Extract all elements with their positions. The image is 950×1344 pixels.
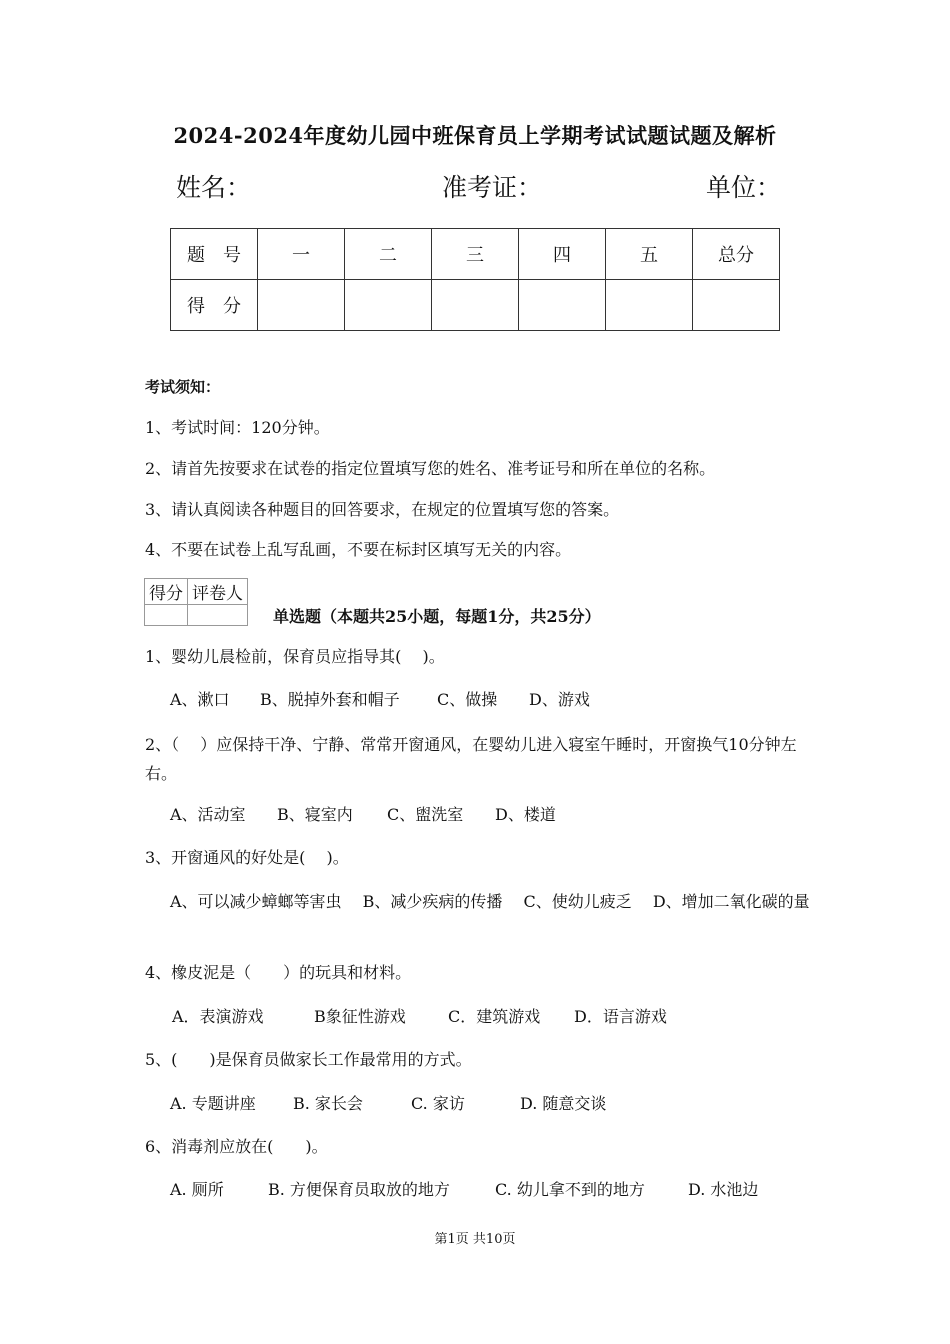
- question-2-options: [170, 801, 556, 829]
- score-table-cell: 一: [258, 229, 345, 280]
- score-table-cell: 题 号: [171, 229, 258, 280]
- grader-box: [144, 578, 248, 626]
- question-5-options: [170, 1090, 606, 1118]
- option[interactable]: C．建筑游戏: [448, 1007, 541, 1026]
- option[interactable]: B象征性游戏: [314, 1007, 406, 1026]
- score-input-cell[interactable]: [693, 280, 780, 331]
- exam-number-label: 准考证：: [442, 173, 543, 202]
- option[interactable]: B、寝室内: [277, 805, 353, 824]
- option[interactable]: B. 家长会: [293, 1094, 363, 1113]
- question-4-options: [172, 1003, 667, 1031]
- page-number: 第1页 共10页: [434, 1232, 516, 1247]
- notice-item: 3、请认真阅读各种题目的回答要求，在规定的位置填写您的答案。: [145, 500, 620, 519]
- score-table-cell: 三: [432, 229, 519, 280]
- score-input-cell[interactable]: [432, 280, 519, 331]
- question-2: 2、（ ）应保持干净、宁静、常常开窗通风，在婴幼儿进入寝室午睡时，开窗换气10分钟左右。: [145, 735, 797, 783]
- score-input-cell[interactable]: [606, 280, 693, 331]
- option[interactable]: A、活动室: [170, 805, 246, 824]
- score-row-label: 得 分: [171, 280, 258, 331]
- option[interactable]: A. 厕所: [170, 1180, 224, 1199]
- score-table-header-row: [171, 229, 780, 280]
- option[interactable]: C、做操: [437, 690, 498, 709]
- score-table-cell: 五: [606, 229, 693, 280]
- question-1-options: [170, 686, 590, 714]
- grader-score-label: 得分: [145, 579, 188, 605]
- score-table-cell: 总分: [693, 229, 780, 280]
- notice-item: 2、请首先按要求在试卷的指定位置填写您的姓名、准考证号和所在单位的名称。: [145, 459, 716, 478]
- option[interactable]: C. 幼儿拿不到的地方: [495, 1180, 645, 1199]
- option[interactable]: D. 水池边: [688, 1180, 759, 1199]
- option[interactable]: B、脱掉外套和帽子: [260, 690, 400, 709]
- grader-name-label: 评卷人: [188, 579, 248, 605]
- score-input-cell[interactable]: [519, 280, 606, 331]
- question-6-options: [170, 1176, 758, 1204]
- score-table-score-row: [171, 280, 780, 331]
- unit-label: 单位：: [705, 173, 781, 202]
- grader-name-cell[interactable]: [188, 605, 248, 626]
- option[interactable]: C、盥洗室: [387, 805, 464, 824]
- grader-score-cell[interactable]: [145, 605, 188, 626]
- section-title: 单选题（本题共25小题，每题1分，共25分）: [273, 607, 601, 626]
- option[interactable]: A．表演游戏: [172, 1007, 264, 1026]
- option[interactable]: A、漱口: [170, 690, 230, 709]
- option[interactable]: D、游戏: [529, 690, 590, 709]
- question-4: 4、橡皮泥是（ ）的玩具和材料。: [145, 963, 412, 982]
- score-input-cell[interactable]: [258, 280, 345, 331]
- question-3-options: A、可以减少蟑螂等害虫 B、减少疾病的传播 C、使幼儿疲乏 D、增加二氧化碳的量: [170, 892, 810, 911]
- notice-title: 考试须知：: [145, 378, 221, 396]
- name-label: 姓名：: [176, 173, 252, 202]
- candidate-info-fields: [176, 168, 781, 208]
- score-table: [170, 228, 780, 331]
- question-1: 1、婴幼儿晨检前，保育员应指导其( )。: [145, 647, 445, 666]
- option[interactable]: A. 专题讲座: [170, 1094, 256, 1113]
- exam-title: 2024-2024年度幼儿园中班保育员上学期考试试题试题及解析: [173, 123, 777, 148]
- option[interactable]: D．语言游戏: [574, 1007, 667, 1026]
- notice-item: 1、考试时间：120分钟。: [145, 418, 330, 437]
- option[interactable]: B. 方便保育员取放的地方: [268, 1180, 450, 1199]
- score-table-cell: 二: [345, 229, 432, 280]
- option[interactable]: D. 随意交谈: [520, 1094, 607, 1113]
- notice-item: 4、不要在试卷上乱写乱画，不要在标封区填写无关的内容。: [145, 540, 572, 559]
- score-input-cell[interactable]: [345, 280, 432, 331]
- question-5: 5、( )是保育员做家长工作最常用的方式。: [145, 1050, 472, 1069]
- question-6: 6、消毒剂应放在( )。: [145, 1137, 328, 1156]
- option[interactable]: D、楼道: [495, 805, 556, 824]
- score-table-cell: 四: [519, 229, 606, 280]
- question-3: 3、开窗通风的好处是( )。: [145, 848, 349, 867]
- option[interactable]: C. 家访: [411, 1094, 465, 1113]
